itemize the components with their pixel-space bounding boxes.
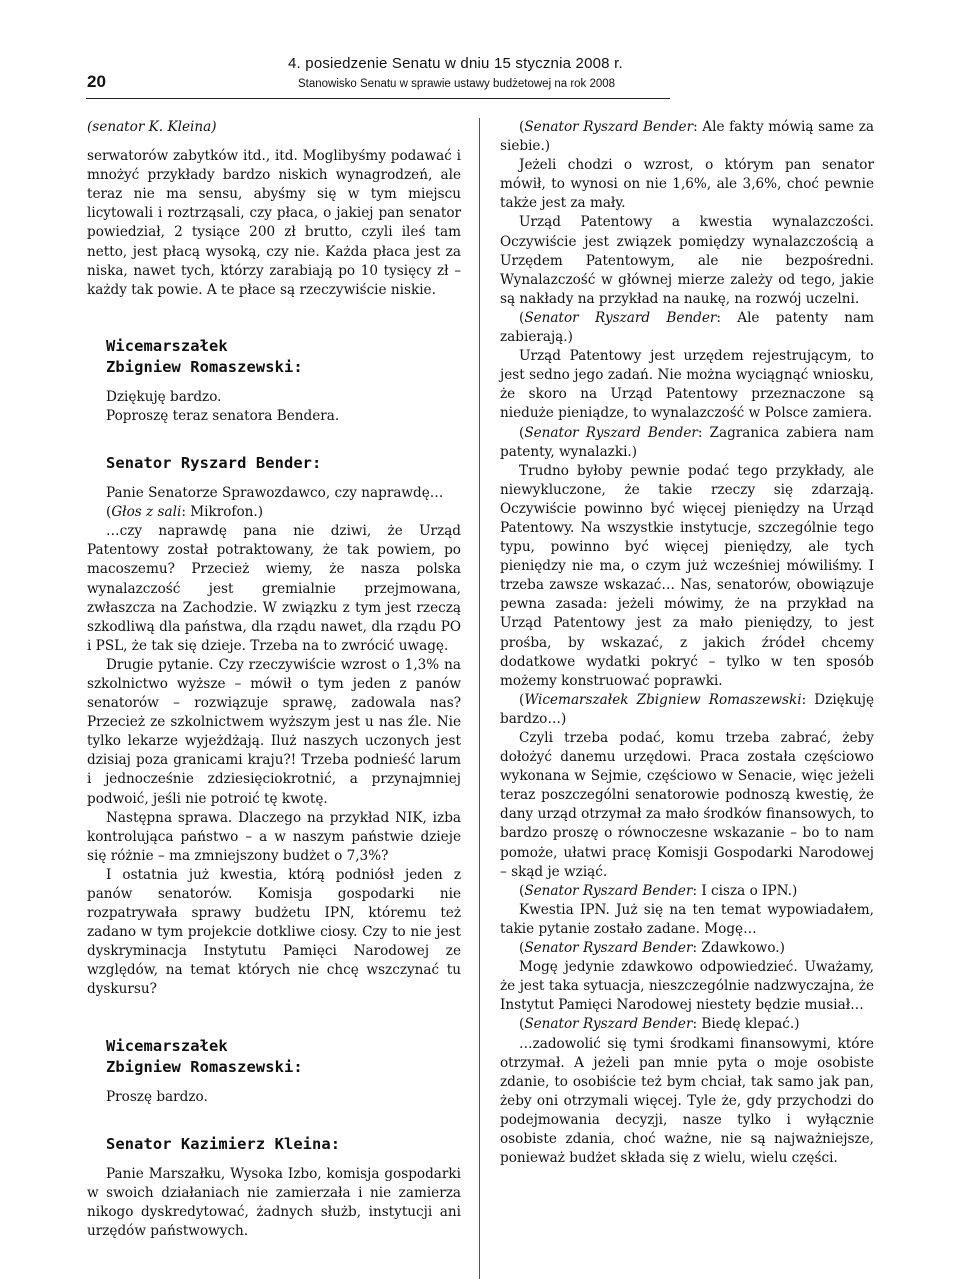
running-header-subtitle: Stanowisko Senatu w sprawie ustawy budżetowej na rok 2008 [298,78,616,90]
interjection: (Senator Ryszard Bender: I cisza o IPN.) [519,882,798,899]
paragraph: Dziękuję bardzo. [106,388,222,405]
speaker-continuation-note: (senator K. Kleina) [87,119,217,135]
paragraph: Trudno byłoby pewnie podać tego przykłady, ale niewykluczone, że takie rzeczy się zdarzają. Oczywiście powinno być więcej pieniędzy na Urząd Patentowy. Na wszystkie instytucje, szczególnie tego typu, powinno być więcej pieniędzy, ale tych pieniędzy nie ma, o czym już wcześniej mówiliśmy. I trzeba zawsze wskazać… Nas, senatorów, obowiązuje pewna zasada: jeżeli mówimy, że na przykład na Urząd Patentowy jest za mało pieniędzy, to jest prośba, by wskazać, z jakich źródeł chcemy dodatkowe wydatki pokryć – tylko w ten sposób możemy konstruować poprawki. [500,462,874,689]
speaker-heading: Zbigniew Romaszewski: [106,357,303,376]
interjection: (Senator Ryszard Bender: Biedę klepać.) [519,1016,800,1033]
paragraph: Czyli trzeba podać, komu trzeba zabrać, żeby dołożyć danemu urzędowi. Praca została częściowo wykonana w Sejmie, częściowo w Senacie, więc jeżeli teraz poszczególni senatorowie podnoszą kwestię, że dany urząd otrzymał za mało środków finansowych, to bardzo proszę o równoczesne wskazanie – bo to nam pomoże, ułatwi pracę Komisji Gospodarki Narodowej – skąd je wziąć. [500,730,874,880]
paragraph: Panie Marszałku, Wysoka Izbo, komisja gospodarki w swoich działaniach nie zamierzała i nie zamierza nikogo dyskredytować, żadnych służb, instytucji ani urzędów państwowych. [87,1165,461,1239]
column-divider [479,118,480,1279]
paragraph: Poproszę teraz senatora Bendera. [106,407,340,424]
interjection: (Senator Ryszard Bender: Ale fakty mówią same za siebie.) [500,119,874,155]
interjection: (Senator Ryszard Bender: Zdawkowo.) [519,940,785,957]
paragraph: Proszę bardzo. [106,1088,208,1105]
header-rule [86,98,670,99]
left-column [87,118,461,1241]
speaker-heading: Wicemarszałek [106,1036,228,1055]
paragraph: Drugie pytanie. Czy rzeczywiście wzrost o 1,3% na szkolnictwo wyższe – mówił o tym jeden z panów senatorów – rozwiązuje sprawę, zadowala nas? Przecież ze szkolnictwem wyższym jest u nas źle. Nie tylko lekarze wyjeżdżają. Iluż naszych uczonych jest dzisiaj poza granicami kraju?! Trzeba podnieść larum i jednocześnie zdziesięciokrotnić, a przynajmniej podwoić, jeśli nie potroić tę kwotę. [87,656,461,807]
paragraph: …zadowolić się tymi środkami finansowymi, które otrzymał. A jeżeli pan mnie pyta o moje osobiste zdanie, to osobiście też bym chciał, tak samo jak pan, żeby oni otrzymali więcej. Tyle że, gdy przychodzi do podejmowania decyzji, nasze tylko i wyłącznie osobiste zdania, choć ważne, nie są najważniejsze, ponieważ budżet składa się z wielu, wielu części. [500,1035,874,1167]
paragraph: I ostatnia już kwestia, którą podniósł jeden z panów senatorów. Komisja gospodarki nie rozpatrywała sprawy budżetu IPN, któremu też zadano w tym projekcie dotkliwe ciosy. Czy to nie jest dyskryminacja Instytutu Pamięci Narodowej ze względów, na temat których nie chcę wszczynać tu dyskursu? [87,866,461,998]
paragraph: Urząd Patentowy jest urzędem rejestrującym, to jest sedno jego zadań. Nie można wyciągnąć wniosku, że skoro na Urząd Patentowy przeznaczone są nieduże pieniądze, to wynalazczość w Polsce zamiera. [500,348,874,422]
speaker-heading: Senator Kazimierz Kleina: [106,1134,341,1153]
paragraph: Kwestia IPN. Już się na ten temat wypowiadałem, takie pytanie zostało zadane. Mogę… [500,901,874,937]
paragraph: Następna sprawa. Dlaczego na przykład NIK, izba kontrolująca państwo – a w naszym państwie dzieje się różnie – ma zmniejszony budżet o 7,3%? [87,809,461,864]
paragraph: …czy naprawdę pana nie dziwi, że Urząd Patentowy został potraktowany, że tak powiem, po macoszemu? Przecież wiemy, że nasza polska wynalazczość jest gremialnie przejmowana, zwłaszcza na Zachodzie. W związku z tym jest rzeczą szkodliwą dla państwa, dla rządu nawet, dla rządu PO i PSL, że tak się dzieje. Trzeba na to zwrócić uwagę. [87,523,461,654]
running-header-title: 4. posiedzenie Senatu w dniu 15 stycznia 2008 r. [288,55,623,72]
paragraph: Panie Senatorze Sprawozdawco, czy naprawdę… [106,485,444,502]
paragraph: Jeżeli chodzi o wzrost, o którym pan senator mówił, to wynosi on nie 1,6%, ale 3,6%, choć pewnie także jest za mały. [500,157,874,212]
speaker-heading: Wicemarszałek [106,336,228,355]
interjection: (Głos z sali: Mikrofon.) [106,504,264,521]
interjection: (Senator Ryszard Bender: Zagranica zabiera nam patenty, wynalazki.) [500,424,874,460]
speaker-heading: Zbigniew Romaszewski: [106,1057,303,1076]
paragraph: Mogę jedynie zdawkowo odpowiedzieć. Uważamy, że jest taka sytuacja, nieszczególnie nadzwyczajna, że Instytut Pamięci Narodowej niestety będzie musiał… [500,959,874,1014]
interjection: (Senator Ryszard Bender: Ale patenty nam zabierają.) [500,309,875,346]
right-column [500,118,874,1168]
page-number: 20 [87,72,106,91]
interjection: (Wicemarszałek Zbigniew Romaszewski: Dziękuję bardzo…) [500,691,874,727]
paragraph: serwatorów zabytków itd., itd. Moglibyśmy podawać i mnożyć przykłady bardzo niskich wynagrodzeń, ale teraz nie ma sensu, abyśmy się w tym miejscu licytowali i roztrząsali, czy płaca, o jakiej pan senator powiedział, 2 tysiące 200 zł brutto, czyli ileś tam netto, jest płacą wysoką, czy nie. Każda płaca jest za niska, nawet tych, którzy zarabiają po 10 tysięcy zł – każdy tak powie. A te płace są rzeczywiście niskie. [87,148,461,298]
paragraph: Urząd Patentowy a kwestia wynalazczości. Oczywiście jest związek pomiędzy wynalazczością a Urzędem Patentowym, ale nie bezpośredni. Wynalazczość w głównej mierze zależy od tego, jakie są nakłady na przykład na naukę, na rozwój uczelni. [500,214,874,307]
speaker-heading: Senator Ryszard Bender: [106,454,322,473]
